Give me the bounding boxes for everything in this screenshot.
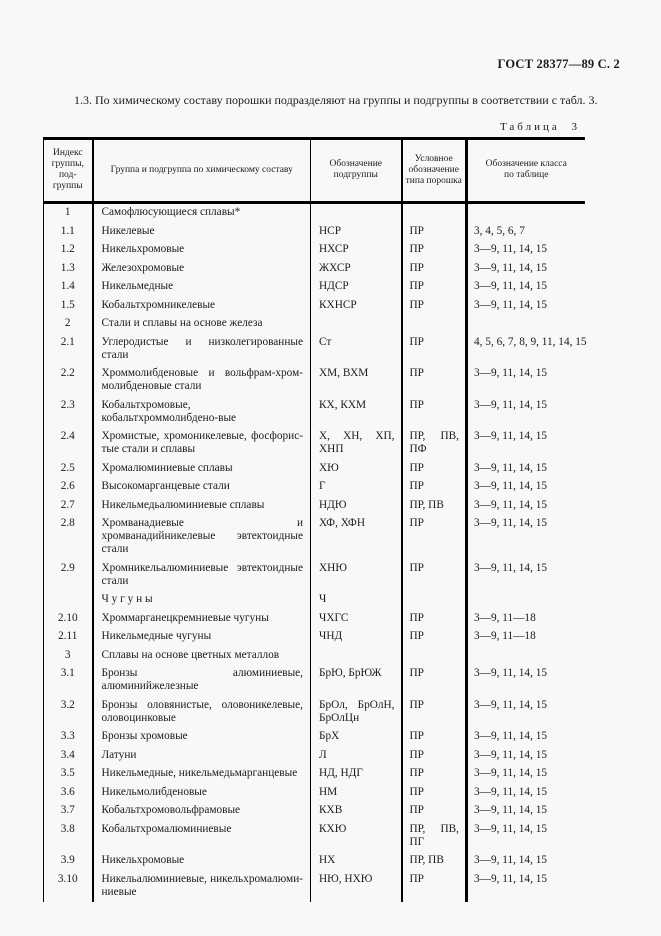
cell-type: ПР [402,628,467,647]
intro-paragraph: 1.3. По химическому составу порошки подразделяют на группы и подгруппы в соответствии с табл. 3. [74,93,598,107]
cell-index: 1.1 [60,224,75,237]
cell-index: 1.3 [60,261,75,274]
cell-index: 2.9 [60,561,75,574]
cell-subgroup: КХНСР [311,296,402,315]
cell-index: 2.4 [60,430,75,442]
cell-group: Самофлюсующиеся сплавы* [93,202,311,222]
classification-table [43,137,585,902]
cell-classes: 3—9, 11, 14, 15 [467,365,585,397]
cell-group: Хромванадиевые и хромванадийникелевые эвтектоидные стали [93,515,311,560]
cell-subgroup: ХФ, ХФН [311,515,402,560]
table-row [44,365,585,397]
cell-subgroup: ХНЮ [311,559,402,591]
table-row [44,259,585,278]
table-row [44,665,585,697]
cell-subgroup: ХМ, ВХМ [311,365,402,397]
cell-index: 2.6 [60,480,75,492]
cell-subgroup: Х, ХН, ХП, ХНП [311,428,402,460]
cell-index: 3.9 [60,854,75,866]
cell-type: ПР [402,296,467,315]
col-header-index: Индекс группы, под-группы [44,138,93,202]
cell-group: Никельмедные, никельмедьмарганцевые [93,765,311,784]
cell-classes: 3—9, 11, 14, 15 [467,765,585,784]
cell-subgroup: БрХ [311,728,402,747]
table-header-row [44,138,585,202]
cell-classes: 3—9, 11, 14, 15 [467,820,585,852]
cell-classes: 3—9, 11, 14, 15 [467,515,585,560]
cell-group: Стали и сплавы на основе железа [93,315,311,334]
cell-index: 2.10 [57,611,78,624]
table-row [44,515,585,560]
cell-group: Хромникельалюминиевые эвтектоидные стали [93,559,311,591]
cell-type: ПР [402,333,467,365]
cell-subgroup [311,315,402,334]
cell-classes: 3, 4, 5, 6, 7 [467,222,585,241]
cell-type: ПР, ПВ [402,496,467,515]
cell-subgroup: НМ [311,783,402,802]
cell-group: Латуни [93,746,311,765]
cell-subgroup: НСР [311,222,402,241]
cell-classes: 3—9, 11, 14, 15 [467,852,585,871]
table-row [44,559,585,591]
cell-classes [467,315,585,334]
table-row [44,396,585,428]
cell-classes: 3—9, 11, 14, 15 [467,496,585,515]
cell-index: 2.2 [60,367,75,379]
cell-classes: 3—9, 11, 14, 15 [467,278,585,297]
cell-index: 3.8 [60,822,75,835]
cell-classes: 3—9, 11, 14, 15 [467,728,585,747]
cell-subgroup: ХЮ [311,459,402,478]
cell-index: 3.10 [57,872,78,885]
col-header-classes: Обозначение класса по таблице [467,138,585,202]
cell-classes: 3—9, 11, 14, 15 [467,296,585,315]
cell-group: Хромистые, хромоникелевые, фосфорис-тые стали и сплавы [93,428,311,460]
cell-group: Хроммолибденовые и вольфрам-хром-молибденовые стали [93,365,311,397]
table-row [44,646,585,665]
cell-group: Хроммарганецкремниевые чугуны [93,609,311,628]
cell-type: ПР [402,802,467,821]
cell-index: 2 [64,317,71,329]
cell-index: 2.11 [58,630,78,642]
cell-subgroup: ЖХСР [311,259,402,278]
cell-classes: 3—9, 11, 14, 15 [467,696,585,728]
table-row [44,591,585,610]
cell-subgroup: КХЮ [311,820,402,852]
cell-type: ПР [402,459,467,478]
col-header-group: Группа и подгруппа по химическому составу [93,138,311,202]
cell-index [44,591,93,610]
cell-type: ПР [402,746,467,765]
table-row [44,459,585,478]
table-row [44,852,585,871]
cell-index: 1.4 [60,280,75,292]
cell-type: ПР [402,728,467,747]
cell-index: 3.7 [60,804,75,816]
cell-index: 2.5 [60,461,75,474]
table-row [44,278,585,297]
cell-classes: 3—9, 11, 14, 15 [467,559,585,591]
cell-group: Никельмедные [93,278,311,297]
cell-index: 3.2 [60,698,75,711]
cell-type: ПР [402,665,467,697]
cell-group: Никелевые [93,222,311,241]
table-row [44,609,585,628]
cell-subgroup: Ч [311,591,402,610]
cell-type: ПР, ПВ [402,852,467,871]
cell-group: Железохромовые [93,259,311,278]
col-header-type: Условное обозначение типа порошка [402,138,467,202]
cell-index: 3.4 [60,748,75,761]
cell-group: Бронзы алюминиевые, алюминийжелезные [93,665,311,697]
cell-index: 3.3 [60,730,75,742]
cell-group: Никельмедьалюминиевые сплавы [93,496,311,515]
cell-classes: 3—9, 11, 14, 15 [467,396,585,428]
cell-type: ПР [402,765,467,784]
cell-classes: 3—9, 11, 14, 15 [467,783,585,802]
cell-classes: 4, 5, 6, 7, 8, 9, 11, 14, 15 [467,333,585,365]
cell-classes [467,591,585,610]
table-row [44,783,585,802]
table-row [44,628,585,647]
cell-index: 3.1 [60,667,75,679]
cell-group: Ч у г у н ы [93,591,311,610]
cell-group: Высокомарганцевые стали [93,478,311,497]
cell-group: Кобальтхромовые, кобальтхроммолибдено-вые [93,396,311,428]
cell-classes: 3—9, 11, 14, 15 [467,746,585,765]
cell-group: Сплавы на основе цветных металлов [93,646,311,665]
table-row [44,315,585,334]
cell-group: Никельмедные чугуны [93,628,311,647]
table-row [44,222,585,241]
cell-classes: 3—9, 11, 14, 15 [467,870,585,902]
table-caption: Таблица 3 [499,120,580,133]
cell-subgroup [311,202,402,222]
cell-subgroup: БрЮ, БрЮЖ [311,665,402,697]
cell-group: Кобальтхромалюминиевые [93,820,311,852]
cell-group: Никельхромовые [93,852,311,871]
cell-type: ПР [402,396,467,428]
table-row [44,296,585,315]
table-row [44,241,585,260]
cell-group: Кобальтхромовольфрамовые [93,802,311,821]
cell-type: ПР [402,278,467,297]
cell-subgroup: НХСР [311,241,402,260]
cell-index: 2.8 [60,517,75,529]
cell-subgroup: БрОл, БрОлН, БрОлЦн [311,696,402,728]
cell-type [402,202,467,222]
table-body [44,202,585,902]
cell-classes [467,202,585,222]
cell-subgroup [311,646,402,665]
cell-index: 1.5 [60,298,75,311]
table-row [44,696,585,728]
cell-subgroup: ЧНД [311,628,402,647]
cell-group: Никельхромовые [93,241,311,260]
cell-subgroup: КХ, КХМ [311,396,402,428]
cell-type: ПР [402,870,467,902]
cell-subgroup: НХ [311,852,402,871]
cell-index: 2.7 [60,498,75,511]
cell-type: ПР, ПВ, ПФ [402,428,467,460]
cell-group: Бронзы хромовые [93,728,311,747]
cell-classes: 3—9, 11, 14, 15 [467,665,585,697]
cell-subgroup: КХВ [311,802,402,821]
cell-index: 2.3 [60,398,75,411]
cell-classes: 3—9, 11, 14, 15 [467,241,585,260]
cell-subgroup: Ст [311,333,402,365]
cell-type [402,591,467,610]
cell-classes: 3—9, 11, 14, 15 [467,428,585,460]
cell-subgroup: НДСР [311,278,402,297]
page-title: ГОСТ 28377—89 С. 2 [497,57,620,71]
cell-type: ПР [402,696,467,728]
cell-type: ПР, ПВ, ПГ [402,820,467,852]
cell-group: Хромалюминиевые сплавы [93,459,311,478]
cell-type: ПР [402,515,467,560]
table-row [44,870,585,902]
cell-index: 1.2 [60,243,75,255]
cell-type: ПР [402,559,467,591]
cell-classes: 3—9, 11, 14, 15 [467,259,585,278]
cell-group: Кобальтхромникелевые [93,296,311,315]
cell-subgroup: ЧХГС [311,609,402,628]
table-row [44,820,585,852]
table-row [44,496,585,515]
cell-index: 3.5 [60,767,75,779]
table-row [44,333,585,365]
cell-subgroup: НД, НДГ [311,765,402,784]
cell-classes [467,646,585,665]
table-row [44,765,585,784]
cell-classes: 3—9, 11, 14, 15 [467,478,585,497]
cell-group: Никельалюминиевые, никельхромалюми-ниевые [93,870,311,902]
cell-type: ПР [402,365,467,397]
cell-type: ПР [402,478,467,497]
cell-classes: 3—9, 11, 14, 15 [467,459,585,478]
cell-type: ПР [402,259,467,278]
table-row [44,478,585,497]
cell-subgroup: НДЮ [311,496,402,515]
cell-subgroup: Г [311,478,402,497]
cell-subgroup: НЮ, НХЮ [311,870,402,902]
cell-classes: 3—9, 11—18 [467,628,585,647]
cell-type [402,315,467,334]
table-row [44,428,585,460]
table-row [44,202,585,222]
cell-subgroup: Л [311,746,402,765]
cell-classes: 3—9, 11—18 [467,609,585,628]
table-row [44,746,585,765]
cell-type: ПР [402,609,467,628]
col-header-subgroup: Обозначение подгруппы [311,138,402,202]
cell-group: Бронзы оловянистые, оловоникелевые, оловоцинковые [93,696,311,728]
cell-group: Углеродистые и низколегированные стали [93,333,311,365]
cell-index: 1 [64,206,71,218]
cell-index: 3.6 [60,785,75,798]
table-row [44,728,585,747]
cell-group: Никельмолибденовые [93,783,311,802]
cell-index: 2.1 [60,335,75,348]
cell-index: 3 [64,648,71,661]
cell-type: ПР [402,222,467,241]
cell-type: ПР [402,783,467,802]
cell-classes: 3—9, 11, 14, 15 [467,802,585,821]
table-row [44,802,585,821]
cell-type: ПР [402,241,467,260]
cell-type [402,646,467,665]
